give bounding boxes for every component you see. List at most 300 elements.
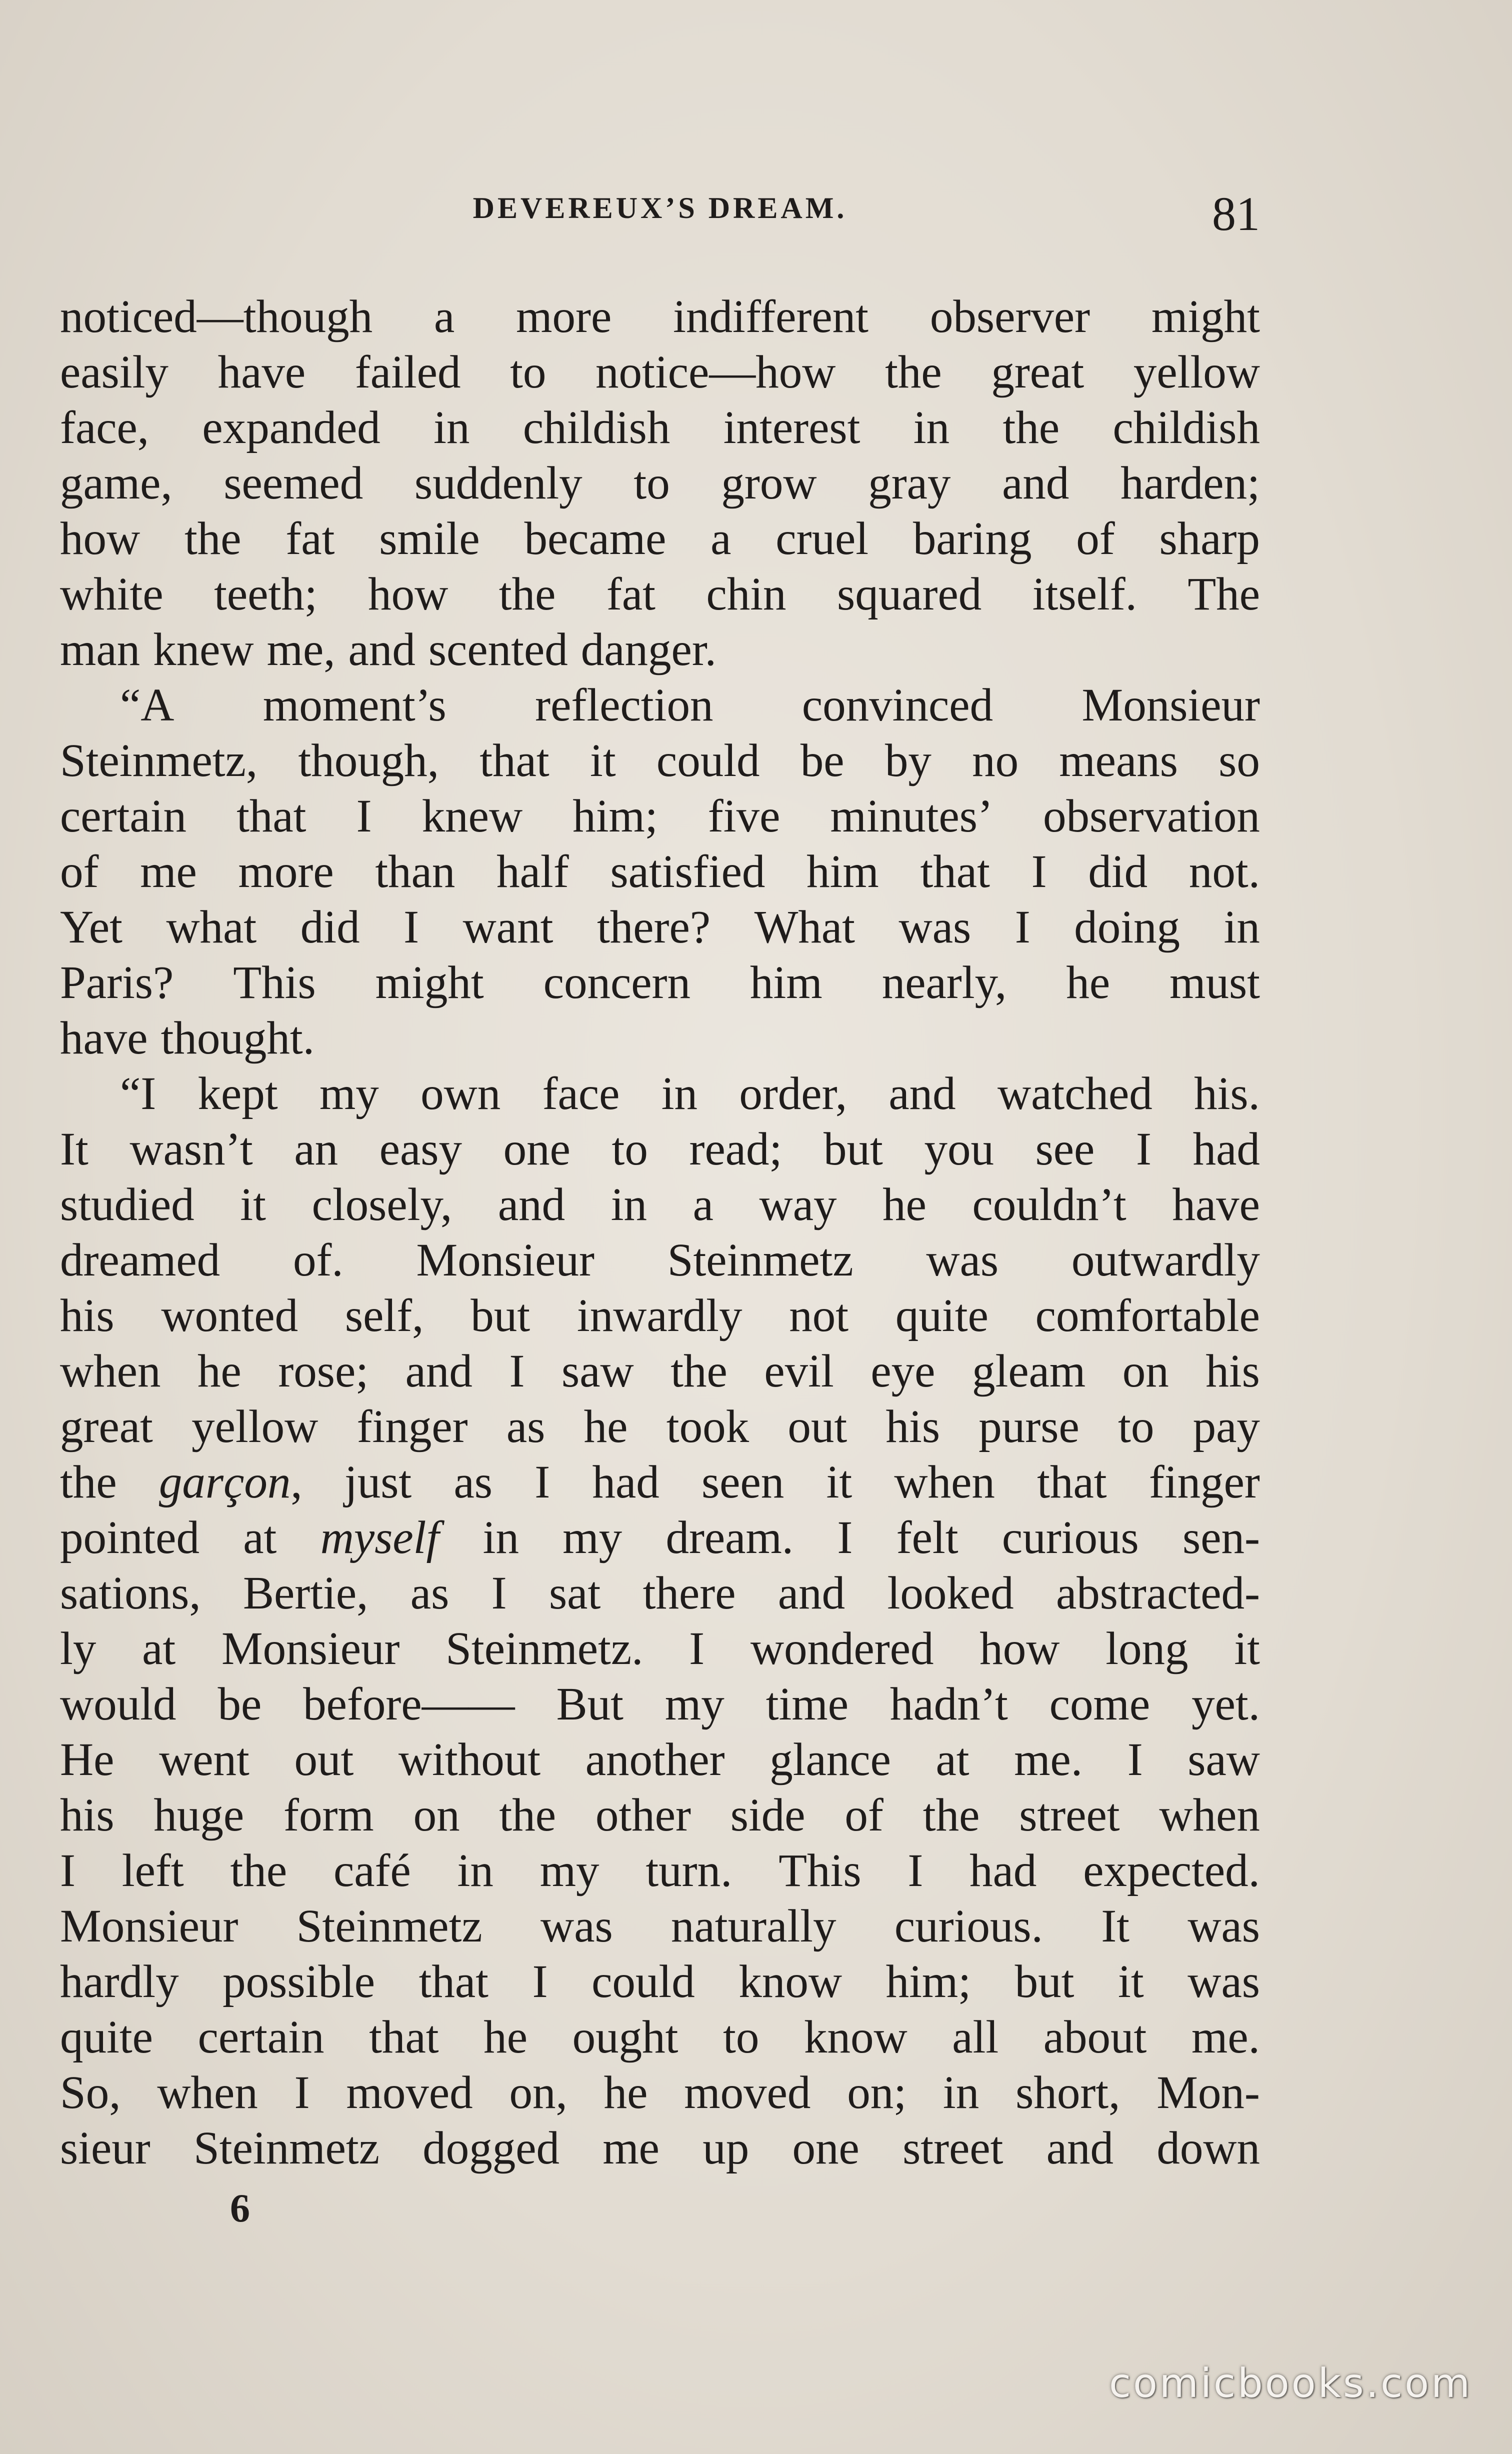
word: in — [434, 402, 470, 454]
word: I — [534, 1456, 550, 1508]
word: me. — [1014, 1734, 1083, 1786]
word: had — [970, 1845, 1037, 1896]
word: not. — [1188, 846, 1260, 898]
word: nearly, — [882, 957, 1007, 1008]
word: eye — [870, 1346, 936, 1397]
word: pointed — [60, 1512, 200, 1564]
word: side — [730, 1790, 806, 1841]
word: I — [404, 902, 420, 953]
word: a — [710, 513, 732, 564]
word: kept — [198, 1068, 278, 1120]
word: the — [498, 568, 556, 620]
word: order, — [739, 1068, 848, 1120]
word: without — [398, 1734, 541, 1786]
word: self, — [344, 1290, 424, 1342]
word: seemed — [224, 458, 364, 509]
word: I — [1031, 846, 1047, 898]
word: glance — [770, 1734, 891, 1786]
word: would — [60, 1678, 176, 1730]
word: and — [1002, 458, 1070, 509]
word: It — [1101, 1900, 1130, 1952]
word: out — [788, 1401, 848, 1452]
word: his. — [1194, 1068, 1260, 1120]
word: not — [789, 1290, 849, 1342]
word: might — [375, 957, 484, 1008]
word: curious — [1002, 1512, 1139, 1564]
word: time — [766, 1678, 848, 1730]
word: childish — [522, 402, 670, 454]
word: felt — [896, 1512, 958, 1564]
text-line — [60, 678, 1260, 733]
text-line — [60, 1566, 1260, 1621]
word: wondered — [750, 1623, 934, 1674]
word: huge — [154, 1790, 244, 1841]
word: yellow — [1133, 346, 1260, 398]
word: harden; — [1120, 458, 1260, 509]
word: hardly — [60, 1956, 179, 2008]
text-line — [60, 1843, 1260, 1898]
word: so — [1218, 735, 1260, 786]
word: finger — [356, 1401, 468, 1452]
word: Steinmetz — [194, 2122, 380, 2174]
word: wonted — [161, 1290, 298, 1342]
word: rose; — [278, 1346, 369, 1397]
word: other — [595, 1790, 691, 1841]
word: the — [499, 1790, 556, 1841]
word: went — [159, 1734, 250, 1786]
word: read; — [689, 1124, 782, 1175]
word: what — [166, 902, 257, 953]
word: naturally — [670, 1900, 836, 1952]
word: quite — [895, 1290, 988, 1342]
word: before—— — [303, 1678, 515, 1730]
word: itself. — [1032, 568, 1137, 620]
word: and — [405, 1346, 472, 1397]
word: five — [708, 790, 780, 842]
word: closely, — [312, 1179, 452, 1230]
word: moved — [684, 2067, 811, 2118]
word: convinced — [802, 680, 994, 731]
word: him — [806, 846, 879, 898]
word: curious. — [894, 1900, 1043, 1952]
word: I — [1136, 1124, 1152, 1175]
word: I — [689, 1623, 705, 1674]
word: gleam — [972, 1346, 1086, 1397]
word: sations, — [60, 1568, 201, 1619]
word: to — [612, 1124, 648, 1175]
page-number: 81 — [1212, 187, 1260, 240]
word: dogged — [422, 2122, 560, 2174]
word: observation — [1043, 790, 1260, 842]
word: scented — [428, 624, 568, 676]
word: evil — [764, 1346, 834, 1397]
word: he — [484, 2012, 528, 2063]
word: I — [1014, 902, 1030, 953]
word: Paris? — [60, 957, 174, 1008]
word: café — [333, 1845, 411, 1896]
word: “A — [120, 680, 174, 731]
word: out — [294, 1734, 354, 1786]
text-line — [60, 2065, 1260, 2120]
word: it — [826, 1456, 852, 1508]
word: that — [369, 2012, 439, 2063]
word: knew — [153, 624, 254, 676]
word: saw — [1188, 1734, 1260, 1786]
word: studied — [60, 1179, 194, 1230]
word: Mon- — [1156, 2067, 1260, 2118]
word: fat — [286, 513, 335, 564]
word: see — [1035, 1124, 1095, 1175]
word: when — [60, 1346, 161, 1397]
word: know — [738, 1956, 842, 2008]
word: it — [1118, 1956, 1144, 2008]
text-line — [60, 456, 1260, 511]
word: Monsieur — [221, 1623, 400, 1674]
word: I — [60, 1845, 76, 1896]
word: his — [60, 1290, 114, 1342]
word: indifferent — [673, 291, 868, 342]
word: sieur — [60, 2122, 150, 2174]
text-line — [60, 1898, 1260, 1954]
word: fat — [606, 568, 656, 620]
word: that — [920, 846, 990, 898]
word: notice—how — [596, 346, 836, 398]
word: one — [792, 2122, 860, 2174]
word: Monsieur — [1082, 680, 1260, 731]
word: left — [122, 1845, 184, 1896]
word: suddenly — [414, 458, 582, 509]
word: possible — [222, 1956, 375, 2008]
word: man — [60, 624, 140, 676]
text-line — [60, 844, 1260, 900]
word: he — [604, 2067, 648, 2118]
word: Steinmetz, — [60, 735, 258, 786]
word: great — [991, 346, 1084, 398]
word: Steinmetz — [667, 1234, 854, 1286]
word: that — [1037, 1456, 1107, 1508]
word: face, — [60, 402, 150, 454]
text-line — [60, 1344, 1260, 1399]
word: another — [585, 1734, 725, 1786]
word: Steinmetz — [296, 1900, 482, 1952]
word: to — [634, 458, 670, 509]
word: half — [496, 846, 569, 898]
word: was — [1188, 1956, 1260, 2008]
word: wasn’t — [130, 1124, 253, 1175]
word: no — [972, 735, 1019, 786]
word: reflection — [535, 680, 714, 731]
text-line — [60, 1399, 1260, 1454]
word: abstracted- — [1056, 1568, 1260, 1619]
word: in — [661, 1068, 698, 1120]
word: Yet — [60, 902, 122, 953]
word: purse — [978, 1401, 1080, 1452]
word: in — [913, 402, 950, 454]
word: street — [902, 2122, 1004, 2174]
text-line — [60, 344, 1260, 400]
word: satisfied — [610, 846, 766, 898]
word: way — [759, 1179, 837, 1230]
text-line — [60, 1732, 1260, 1788]
word: easy — [379, 1124, 462, 1175]
word: dreamed — [60, 1234, 220, 1286]
word: as — [454, 1456, 492, 1508]
word: This — [233, 957, 316, 1008]
word: there? — [596, 902, 711, 953]
word: want — [462, 902, 554, 953]
word: how — [60, 513, 140, 564]
word: minutes’ — [830, 790, 993, 842]
word: the — [1002, 402, 1060, 454]
word: watched — [997, 1068, 1152, 1120]
word: certain — [198, 2012, 324, 2063]
watermark: comicbooks.com — [1108, 2360, 1472, 2406]
signature-mark: 6 — [230, 2186, 250, 2230]
word: childish — [1112, 402, 1260, 454]
word: on — [1122, 1346, 1169, 1397]
text-line — [60, 733, 1260, 788]
text-line — [60, 1510, 1260, 1566]
word: noticed—though — [60, 291, 373, 342]
word: was — [540, 1900, 613, 1952]
word: me. — [1192, 2012, 1260, 2063]
word: expected. — [1083, 1845, 1260, 1896]
word: What — [754, 902, 856, 953]
word: my — [319, 1068, 379, 1120]
word: had — [1192, 1124, 1260, 1175]
word: sat — [548, 1568, 601, 1619]
word: white — [60, 568, 164, 620]
word: squared — [837, 568, 982, 620]
word: myself — [320, 1512, 440, 1564]
word: took — [666, 1401, 750, 1452]
word: at — [936, 1734, 970, 1786]
word: you — [924, 1124, 994, 1175]
word: easily — [60, 346, 168, 398]
text-line — [60, 622, 1260, 678]
word: of — [844, 1790, 884, 1841]
text-line — [60, 900, 1260, 955]
word: thought. — [160, 1012, 315, 1064]
word: he — [198, 1346, 242, 1397]
text-line — [60, 1676, 1260, 1732]
word: it — [240, 1179, 266, 1230]
word: sharp — [1159, 513, 1260, 564]
text-line — [60, 1454, 1260, 1510]
body-text — [60, 289, 1260, 2176]
word: Monsieur — [60, 1900, 238, 1952]
word: Steinmetz. — [446, 1623, 644, 1674]
word: I — [509, 1346, 525, 1397]
word: quite — [60, 2012, 153, 2063]
word: The — [1188, 568, 1260, 620]
word: his — [1206, 1346, 1260, 1397]
word: the — [922, 1790, 980, 1841]
word: form — [283, 1790, 374, 1841]
text-line — [60, 511, 1260, 566]
word: him — [750, 957, 822, 1008]
word: outwardly — [1071, 1234, 1260, 1286]
word: him; — [572, 790, 658, 842]
word: in — [1224, 902, 1260, 953]
word: than — [375, 846, 456, 898]
word: come — [1049, 1678, 1150, 1730]
word: know — [804, 2012, 908, 2063]
text-line — [60, 1954, 1260, 2010]
word: my — [664, 1678, 724, 1730]
word: danger. — [580, 624, 716, 676]
word: I — [356, 790, 372, 842]
word: great — [60, 1401, 153, 1452]
word: the — [60, 1456, 117, 1508]
word: it — [1234, 1623, 1260, 1674]
word: just — [344, 1456, 412, 1508]
word: he — [584, 1401, 628, 1452]
word: of. — [292, 1234, 344, 1286]
word: in — [610, 1179, 648, 1230]
word: the — [885, 346, 942, 398]
text-line — [60, 1621, 1260, 1676]
word: I — [294, 2067, 310, 2118]
word: long — [1106, 1623, 1188, 1674]
word: doing — [1074, 902, 1180, 953]
word: pay — [1192, 1401, 1260, 1452]
word: means — [1059, 735, 1178, 786]
word: in — [457, 1845, 494, 1896]
word: I — [837, 1512, 853, 1564]
word: must — [1170, 957, 1260, 1008]
word: But — [556, 1678, 624, 1730]
page-header — [60, 186, 1260, 241]
word: knew — [422, 790, 523, 842]
word: smile — [379, 513, 480, 564]
word: the — [670, 1346, 728, 1397]
word: him; — [886, 1956, 972, 2008]
word: inwardly — [576, 1290, 742, 1342]
word: dream. — [666, 1512, 794, 1564]
word: have — [1172, 1179, 1260, 1230]
word: about — [1043, 2012, 1147, 2063]
word: Monsieur — [416, 1234, 594, 1286]
word: when — [894, 1456, 995, 1508]
word: me — [602, 2122, 660, 2174]
word: short, — [1016, 2067, 1120, 2118]
word: was — [926, 1234, 999, 1286]
word: though, — [298, 735, 440, 786]
text-line — [60, 289, 1260, 344]
word: an — [294, 1124, 338, 1175]
text-line — [60, 788, 1260, 844]
word: at — [142, 1623, 176, 1674]
word: the — [230, 1845, 288, 1896]
word: street — [1019, 1790, 1120, 1841]
word: comfortable — [1035, 1290, 1260, 1342]
word: his — [60, 1790, 114, 1841]
word: chin — [706, 568, 786, 620]
word: ly — [60, 1623, 96, 1674]
word: more — [238, 846, 334, 898]
word: a — [692, 1179, 714, 1230]
word: yellow — [192, 1401, 318, 1452]
word: It — [60, 1124, 88, 1175]
word: own — [420, 1068, 501, 1120]
word: concern — [543, 957, 690, 1008]
word: me — [140, 846, 197, 898]
word: and — [888, 1068, 956, 1120]
word: of — [1076, 513, 1115, 564]
word: could — [656, 735, 760, 786]
word: expanded — [202, 402, 380, 454]
word: have — [218, 346, 306, 398]
text-line — [60, 2010, 1260, 2065]
word: looked — [887, 1568, 1014, 1619]
word: by — [884, 735, 932, 786]
word: interest — [723, 402, 860, 454]
word: his — [886, 1401, 940, 1452]
word: down — [1156, 2122, 1260, 2174]
word: he — [1066, 957, 1110, 1008]
word: was — [898, 902, 972, 953]
word: did — [300, 902, 360, 953]
word: I — [1127, 1734, 1143, 1786]
word: might — [1151, 291, 1260, 342]
word: of — [60, 846, 99, 898]
word: sen- — [1182, 1512, 1260, 1564]
word: face — [542, 1068, 620, 1120]
word: yet. — [1192, 1678, 1260, 1730]
word: I — [532, 1956, 548, 2008]
word: to — [1118, 1401, 1154, 1452]
word: certain — [60, 790, 186, 842]
word: my — [540, 1845, 600, 1896]
word: teeth; — [214, 568, 318, 620]
word: and — [348, 624, 416, 676]
word: saw — [562, 1346, 634, 1397]
word: that — [480, 735, 550, 786]
word: on, — [509, 2067, 568, 2118]
word: hadn’t — [890, 1678, 1008, 1730]
word: could — [592, 1956, 695, 2008]
word: “I — [120, 1068, 156, 1120]
word: had — [592, 1456, 660, 1508]
word: it — [590, 735, 616, 786]
word: that — [236, 790, 306, 842]
text-line — [60, 1010, 1260, 1066]
word: up — [702, 2122, 750, 2174]
word: the — [184, 513, 242, 564]
word: but — [1014, 1956, 1074, 2008]
word: turn. — [646, 1845, 732, 1896]
word: in — [942, 2067, 980, 2118]
word: So, — [60, 2067, 121, 2118]
text-line — [60, 566, 1260, 622]
word: how — [980, 1623, 1060, 1674]
text-line — [60, 955, 1260, 1010]
word: and — [498, 1179, 566, 1230]
word: grow — [721, 458, 817, 509]
word: I — [908, 1845, 924, 1896]
word: baring — [912, 513, 1032, 564]
word: observer — [930, 291, 1090, 342]
word: he — [882, 1179, 926, 1230]
running-title: DEVEREUX’S DREAM. — [472, 192, 848, 224]
text-line — [60, 1122, 1260, 1177]
word: when — [157, 2067, 258, 2118]
word: and — [1046, 2122, 1114, 2174]
word: there — [642, 1568, 736, 1619]
text-line — [60, 1788, 1260, 1843]
text-line — [60, 1288, 1260, 1344]
